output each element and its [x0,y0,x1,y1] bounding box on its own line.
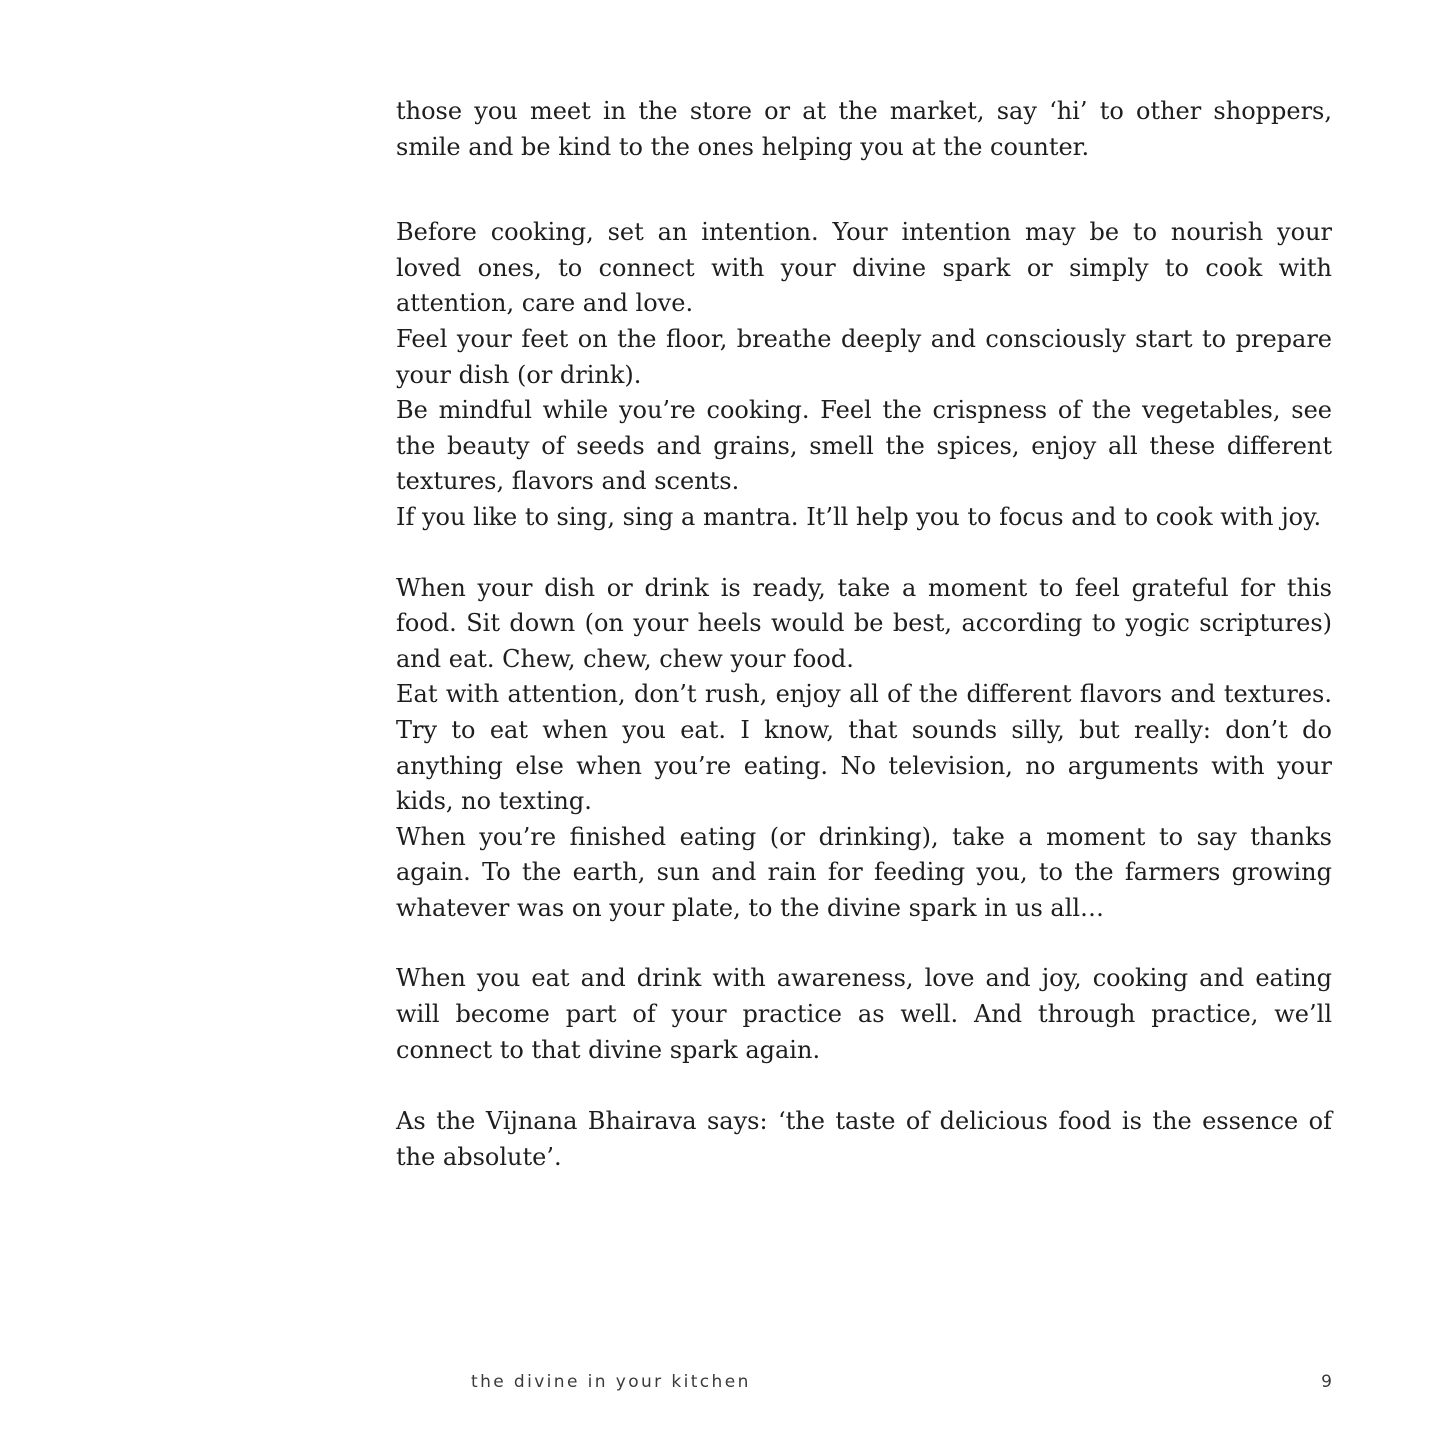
paragraph: When your dish or drink is ready, take a moment to feel grateful for this food. Sit down (on your heels would be best, according to yogic scriptures) and eat. Chew, chew, chew your food. [396,573,1332,673]
paragraph: those you meet in the store or at the market, say ‘hi’ to other shoppers, smile and be kind to the ones helping you at the counter. [396,97,1332,161]
paragraph: Eat with attention, don’t rush, enjoy all of the different flavors and textures. Try to eat when you eat. I know, that sounds silly, but really: don’t do anything else when you’re eating. No television, no arguments with your kids, no texting. [396,680,1332,816]
paragraph: If you like to sing, sing a mantra. It’ll help you to focus and to cook with joy. [396,502,1322,531]
paragraph: When you eat and drink with awareness, love and joy, cooking and eating will become part of your practice as well. And through practice, we’ll connect to that divine spark again. [396,964,1332,1064]
paragraph: Feel your feet on the floor, breathe deeply and consciously start to prepare your dish (or drink). [396,324,1332,389]
paragraph: Before cooking, set an intention. Your intention may be to nourish your loved ones, to connect with your divine spark or simply to cook with attention, care and love. [396,218,1332,318]
body-text [396,94,1332,1175]
running-footer-title: the divine in your kitchen [471,1372,751,1392]
paragraph: When you’re finished eating (or drinking), take a moment to say thanks again. To the earth, sun and rain for feeding you, to the farmers growing whatever was on your plate, to the divine spark in us all… [396,822,1332,922]
paragraph: Be mindful while you’re cooking. Feel the crispness of the vegetables, see the beauty of seeds and grains, smell the spices, enjoy all these different textures, flavors and scents. [396,396,1332,496]
paragraph: As the Vijnana Bhairava says: ‘the taste of delicious food is the essence of the absolute’. [396,1107,1332,1171]
page-number: 9 [1321,1372,1332,1392]
